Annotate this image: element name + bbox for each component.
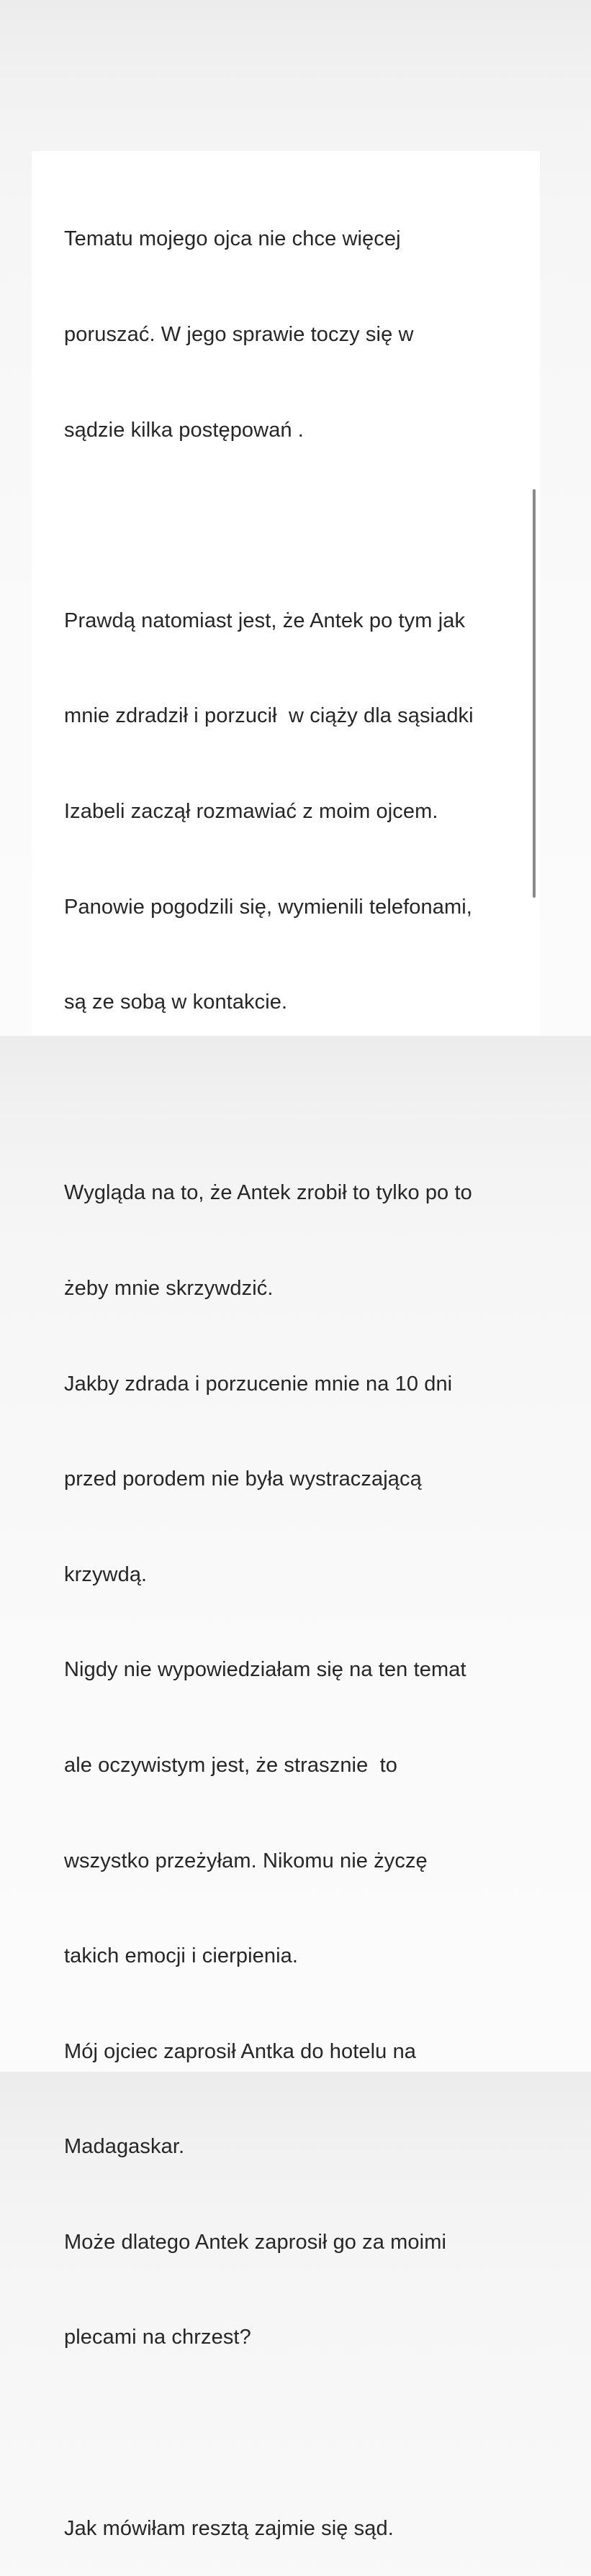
note-line: Prawdą natomiast jest, że Antek po tym jak xyxy=(64,609,466,632)
note-line: Madagaskar. xyxy=(64,2135,185,2159)
note-line-blank xyxy=(64,1082,525,1114)
note-line: Jak mówiłam resztą zajmie się sąd. xyxy=(64,2516,394,2540)
scrollbar-thumb[interactable] xyxy=(533,489,536,898)
note-line: krzywdą. xyxy=(64,1562,148,1586)
note-line: są ze sobą w kontakcie. xyxy=(64,991,288,1014)
vertical-scrollbar[interactable] xyxy=(531,489,537,898)
note-line: Tematu mojego ojca nie chce więcej xyxy=(64,227,401,251)
note-line: wszystko przeżyłam. Nikomu nie życzę xyxy=(64,1849,428,1872)
note-line: takich emocji i cierpienia. xyxy=(64,1944,299,1968)
note-line: Nigdy nie wypowiedziałam się na ten temat xyxy=(64,1658,466,1682)
note-line: Wygląda na to, że Antek zrobił to tylko po to xyxy=(64,1181,472,1205)
note-line: Jakby zdrada i porzucenie mnie na 10 dni xyxy=(64,1372,453,1396)
note-line: Panowie pogodzili się, wymienili telefonami, xyxy=(64,895,472,919)
note-line: żeby mnie skrzywdzić. xyxy=(64,1276,274,1300)
note-line: Izabeli zaczął rozmawiać z moim ojcem. xyxy=(64,799,438,823)
note-line: mnie zdradził i porzucił w ciąży dla sąsiadki xyxy=(64,704,474,728)
note-line: przed porodem nie była wystraczającą xyxy=(64,1467,422,1491)
note-text xyxy=(64,160,525,2576)
note-line: Mój ojciec zaprosił Antka do hotelu na xyxy=(64,2039,417,2063)
note-line: plecami na chrzest? xyxy=(64,2326,251,2349)
note-line: Może dlatego Antek zaprosił go za moimi xyxy=(64,2230,446,2254)
note-line: sądzie kilka postępowań . xyxy=(64,418,304,442)
note-line: ale oczywistym jest, że strasznie to xyxy=(64,1753,398,1777)
note-line: poruszać. W jego sprawie toczy się w xyxy=(64,323,414,346)
note-line-blank xyxy=(64,2417,525,2449)
note-line-blank xyxy=(64,509,525,541)
